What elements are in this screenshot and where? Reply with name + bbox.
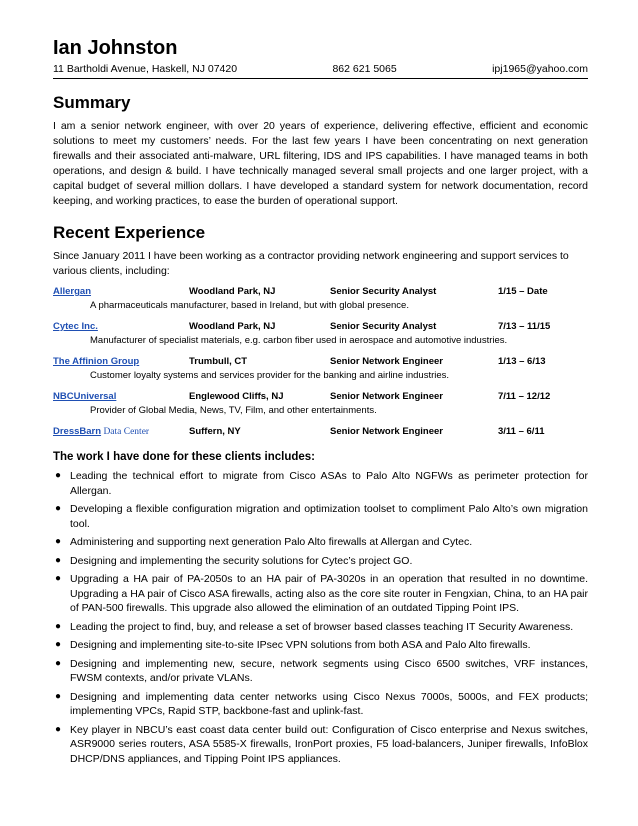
list-item bbox=[53, 620, 588, 635]
email: ipj1965@yahoo.com bbox=[492, 63, 588, 75]
job-entry bbox=[53, 320, 588, 348]
employer-link[interactable]: Allergan bbox=[53, 286, 92, 297]
list-item bbox=[53, 554, 588, 569]
bullet-icon: ● bbox=[55, 690, 62, 702]
resume-page bbox=[53, 36, 588, 770]
job-row bbox=[53, 285, 588, 299]
job-entry bbox=[53, 285, 588, 313]
job-description: Customer loyalty systems and services provider for the banking and airline industries. bbox=[90, 370, 450, 381]
job-row bbox=[53, 320, 588, 334]
candidate-name: Ian Johnston bbox=[53, 37, 178, 59]
employer-link[interactable]: Cytec Inc. bbox=[53, 321, 98, 332]
job-list bbox=[53, 285, 588, 439]
bullet-icon: ● bbox=[55, 470, 62, 481]
list-item-text: Designing and implementing the security solutions for Cytec’s project GO. bbox=[70, 554, 413, 567]
list-item bbox=[53, 690, 588, 719]
job-entry bbox=[53, 425, 588, 439]
bullet-icon: ● bbox=[55, 503, 62, 514]
job-dates: 3/11 – 6/11 bbox=[498, 426, 545, 437]
job-dates: 1/15 – Date bbox=[498, 286, 548, 297]
job-role: Senior Network Engineer bbox=[330, 426, 443, 437]
bullet-icon: ● bbox=[55, 639, 62, 650]
job-location: Suffern, NY bbox=[189, 426, 241, 437]
summary-text: I am a senior network engineer, with over 20 years of experience, delivering effective, efficient and economic solutions to meet my customers’ needs. For the last few years I have been concentrating on next generation firewalls and their associated anti-malware, URL filtering, IDS and IPS capabilities. I have managed teams in both operations, and design & build. I have technically managed several small projects and one larger project, with a capital budget of several million dollars. I have developed a standard system for network documentation, record keeping, and working practices, to ease the burden of operational support. bbox=[53, 120, 588, 207]
list-item-text: Designing and implementing site-to-site IPsec VPN solutions from both ASA and Palo Alto firewalls. bbox=[70, 639, 531, 651]
job-role: Senior Security Analyst bbox=[330, 321, 437, 332]
list-item bbox=[53, 502, 588, 531]
list-item bbox=[53, 469, 588, 498]
job-entry bbox=[53, 355, 588, 383]
experience-intro: Since January 2011 I have been working as a contractor providing network engineering and support services to various clients, including: bbox=[53, 250, 569, 277]
list-item-text: Leading the project to find, buy, and release a set of browser based classes teaching IT Security Awareness. bbox=[70, 620, 574, 633]
list-item-text: Administering and supporting next generation Palo Alto firewalls at Allergan and Cytec. bbox=[70, 536, 473, 548]
job-description: Manufacturer of specialist materials, e.g. carbon fiber used in aerospace and automotive industries. bbox=[90, 335, 508, 346]
job-dates: 7/13 – 11/15 bbox=[498, 321, 551, 332]
bullet-icon: ● bbox=[55, 554, 62, 566]
bullet-icon: ● bbox=[55, 723, 62, 735]
list-item bbox=[53, 535, 588, 550]
bullet-icon: ● bbox=[55, 573, 62, 584]
job-location: Trumbull, CT bbox=[189, 356, 248, 367]
list-item-text: Leading the technical effort to migrate from Cisco ASAs to Palo Alto NGFWs as perimeter protection for Allergan. bbox=[70, 470, 588, 497]
list-item-text: Designing and implementing new, secure, network segments using Cisco 6500 switches, VRF instances, FWSM contexts, and/or private VLANs. bbox=[70, 657, 588, 684]
summary-heading: Summary bbox=[53, 93, 131, 112]
job-description: Provider of Global Media, News, TV, Film, and other entertainments. bbox=[90, 405, 377, 416]
contact-line bbox=[53, 62, 588, 79]
list-item bbox=[53, 572, 588, 616]
job-dates: 7/11 – 12/12 bbox=[498, 391, 551, 402]
experience-heading: Recent Experience bbox=[53, 223, 206, 242]
list-item bbox=[53, 638, 588, 653]
bullet-icon: ● bbox=[55, 657, 62, 669]
list-item-text: Developing a flexible configuration migration and optimization toolset to compliment Palo Alto’s own migration tool. bbox=[70, 503, 588, 530]
job-role: Senior Security Analyst bbox=[330, 286, 437, 297]
job-row bbox=[53, 390, 588, 404]
work-heading: The work I have done for these clients includes: bbox=[53, 451, 316, 463]
address: 11 Bartholdi Avenue, Haskell, NJ 07420 bbox=[53, 63, 238, 75]
job-description: A pharmaceuticals manufacturer, based in Ireland, but with global presence. bbox=[90, 300, 409, 311]
job-location: Woodland Park, NJ bbox=[189, 286, 276, 297]
list-item-text: Key player in NBCU’s east coast data center build out: Configuration of Cisco enterprise and Nexus switches, ASR9000 series routers, ASA 5585-X firewalls, IronPort proxies, F5 load-balancers, Juniper firewalls, InfoBlox DHCP/DNS appliances, and Tipping Point IPS appliances. bbox=[70, 723, 588, 765]
job-dates: 1/13 – 6/13 bbox=[498, 356, 546, 367]
bullet-icon: ● bbox=[55, 620, 62, 632]
job-row bbox=[53, 355, 588, 369]
job-location: Englewood Cliffs, NJ bbox=[189, 391, 284, 402]
job-row bbox=[53, 425, 588, 439]
employer-suffix: Data Center bbox=[101, 427, 150, 437]
job-role: Senior Network Engineer bbox=[330, 391, 443, 402]
list-item-text: Upgrading a HA pair of PA-2050s to an HA pair of PA-3020s in an operation that resulted in no downtime. Upgrading a HA pair of Cisco ASA firewalls, acting also as the core site router in Fengxian, China, to an HA pair of PAN-500 firewalls. This upgrade also allowed the elimination of an outdated Tipping Point IPS. bbox=[70, 573, 588, 614]
list-item bbox=[53, 657, 588, 686]
employer-link[interactable]: DressBarn bbox=[53, 426, 102, 437]
job-location: Woodland Park, NJ bbox=[189, 321, 276, 332]
work-list bbox=[53, 469, 588, 766]
job-entry bbox=[53, 390, 588, 418]
job-role: Senior Network Engineer bbox=[330, 356, 443, 367]
phone: 862 621 5065 bbox=[332, 63, 397, 75]
list-item bbox=[53, 723, 588, 767]
employer-link[interactable]: NBCUniversal bbox=[53, 391, 117, 402]
list-item-text: Designing and implementing data center networks using Cisco Nexus 7000s, 5000s, and FEX products; implementing VPCs, Rapid STP, backbone-fast and uplink-fast. bbox=[70, 690, 588, 717]
employer-link[interactable]: The Affinion Group bbox=[53, 356, 140, 367]
bullet-icon: ● bbox=[55, 536, 62, 547]
